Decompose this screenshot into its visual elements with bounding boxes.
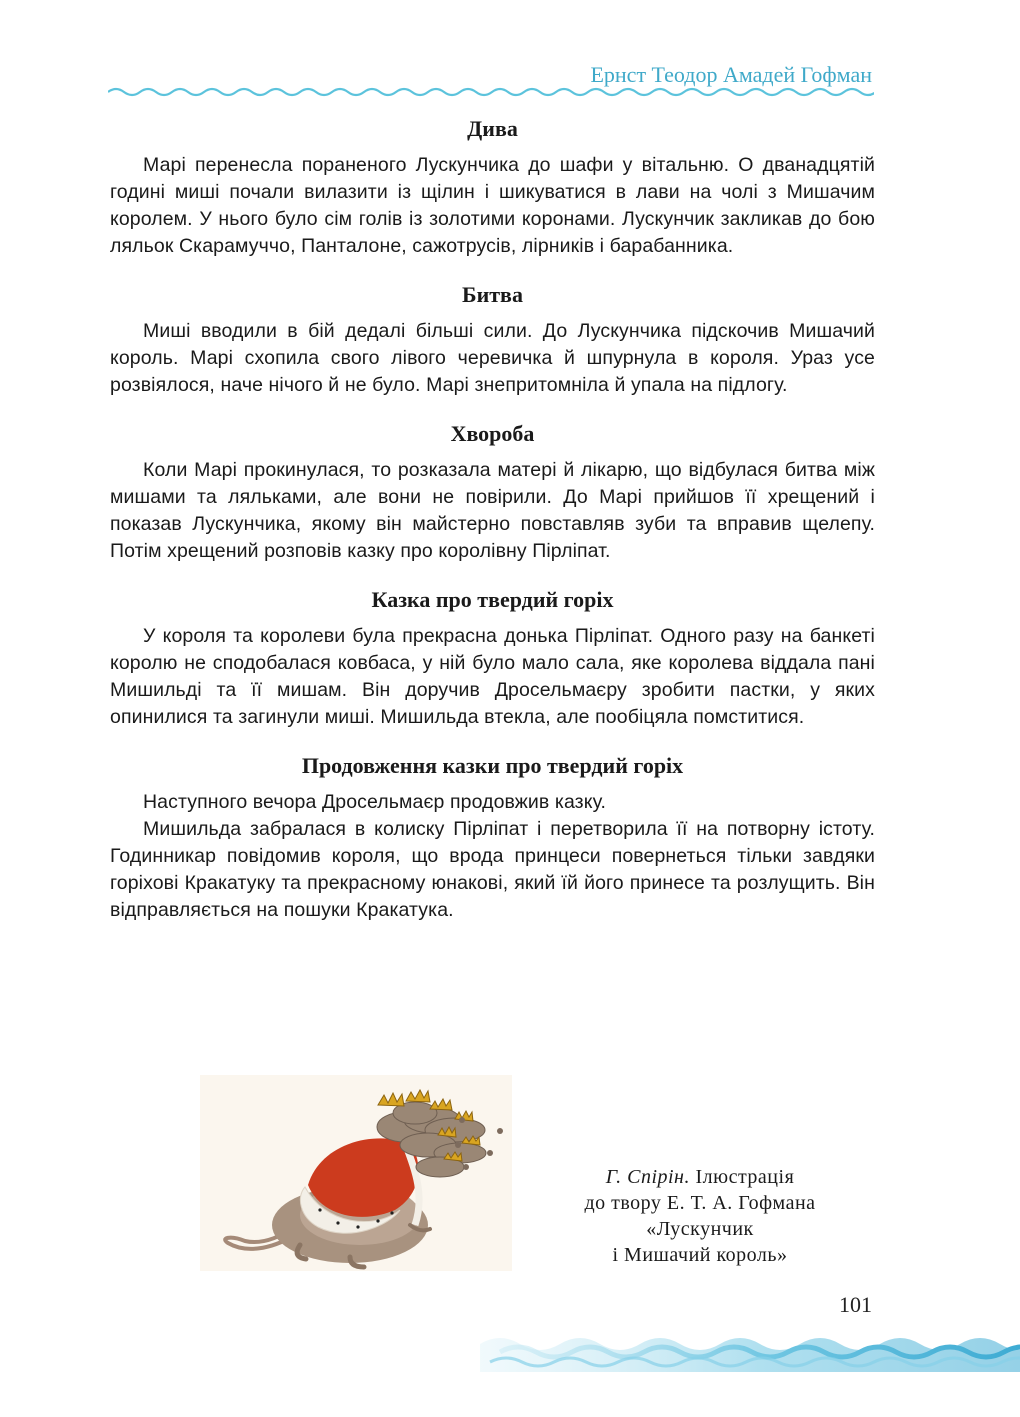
section-bytva [110,280,875,399]
section-heading: Хвороба [450,421,535,446]
section-kazka [110,585,875,731]
caption-type: Ілюстрація [689,1166,795,1188]
wave-divider-top [108,86,874,98]
paragraph: У короля та королеви була прекрасна донька Пірліпат. Одного разу на банкеті королю не сподобалася ковбаса, у ній було мало сала, яке королева віддала пані Мишильді та її мишам. Він доручив Дросельмаєру зробити пастки, у яких опинилися та загинули миші. Мишильда втекла, але пообіцяла помститися. [110,625,875,728]
section-heading: Казка про твердий горіх [371,587,614,612]
caption-line-2: до твору Е. Т. А. Гофмана [584,1192,816,1214]
mouse-king-illustration [200,1075,512,1271]
section-heading: Битва [462,282,523,307]
section-heading: Дива [467,116,518,141]
caption-author: Г. Спірін. [605,1166,690,1188]
section-dyva [110,114,875,260]
caption-line-1 [540,1164,860,1190]
section-khvoroba [110,419,875,565]
paragraph: Коли Марі прокинулася, то розказала матері й лікарю, що відбулася битва між мишами та ляльками, але вони не повірили. До Марі прийшов її хрещений і показав Лускунчика, якому він майстерно повставляв зуби та вправив щелепу. Потім хрещений розповів казку про королівну Пірліпат. [110,459,875,562]
wave-decoration-bottom [480,1322,1020,1372]
article-body [110,114,875,944]
page-number: 101 [839,1292,872,1317]
paragraph: Мишильда забралася в колиску Пірліпат і перетворила її на потворну істоту. Годинникар повідомив короля, що врода принцеси повернеться тільки завдяки горіхові Кракатуку та прекрасному юнакові, який їй його принесе та розлущить. Він відправляється на пошуки Кракатука. [110,818,875,921]
caption-line-3: «Лускунчик [646,1218,754,1240]
paragraph: Марі перенесла пораненого Лускунчика до шафи у вітальню. О дванадцятій годині миші почали вилазити із щілин і шикуватися в лави на чолі з Мишачим королем. У нього було сім голів із золотими коронами. Лускунчик закликав до бою ляльок Скарамуччо, Панталоне, сажотрусів, лірників і барабанника. [110,154,875,257]
paragraph: Миші вводили в бій дедалі більші сили. До Лускунчика підскочив Мишачий король. Марі схопила свого лівого черевичка й шпурнула в короля. Ураз усе розвіялося, наче нічого й не було. Марі знепритомніла й упала на підлогу. [110,320,875,396]
paragraph: Наступного вечора Дросельмаєр продовжив казку. [143,791,606,813]
section-prodovzhennia [110,751,875,924]
section-heading: Продовження казки про твердий горіх [301,753,684,778]
illustration-caption [540,1164,860,1268]
caption-line-4: і Мишачий король» [612,1244,788,1266]
running-head: Ернст Теодор Амадей Гофман [590,62,872,87]
